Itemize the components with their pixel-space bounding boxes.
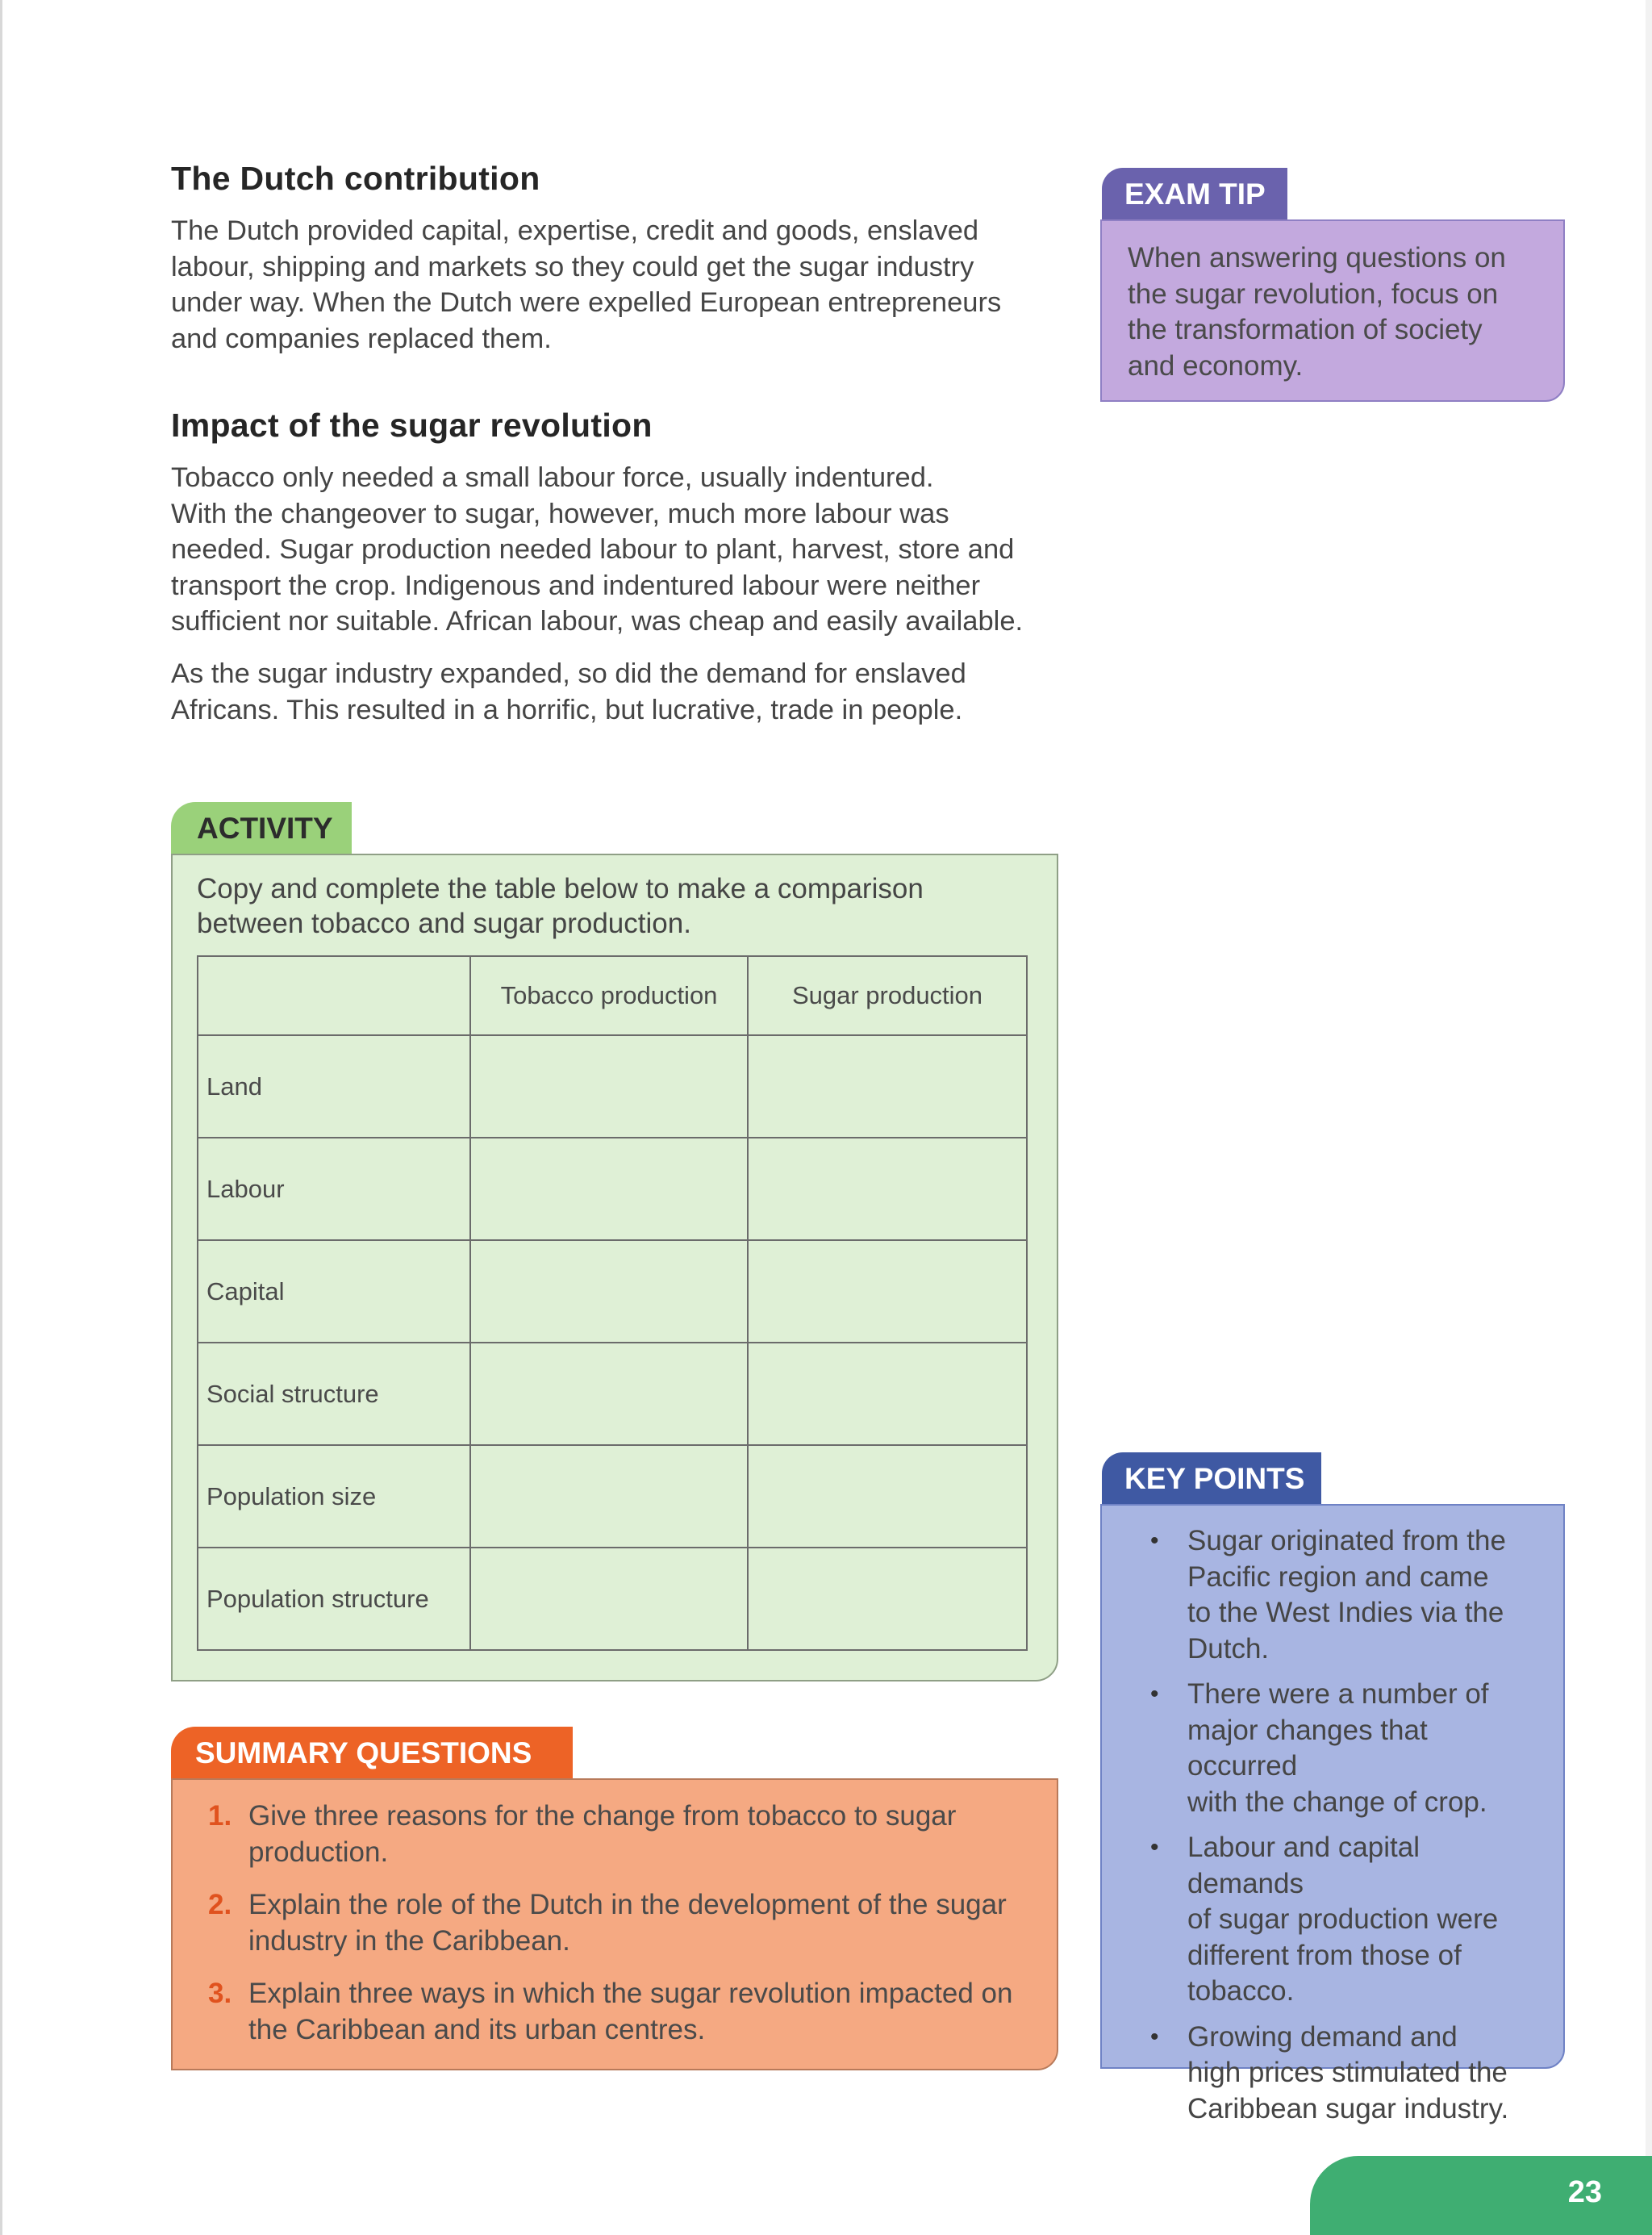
text-line: of sugar production were <box>1187 1903 1499 1935</box>
bullet-icon: • <box>1150 1681 1159 1707</box>
table-cell <box>470 1138 748 1240</box>
text-line: the transformation of society <box>1128 314 1483 345</box>
table-header-blank <box>198 956 470 1035</box>
text-line: the sugar revolution, focus on <box>1128 278 1499 310</box>
text-line: Tobacco only needed a small labour force, usually indentured. <box>171 462 934 493</box>
text-line: Labour and capital demands <box>1187 1832 1420 1899</box>
heading-impact-sugar-revolution: Impact of the sugar revolution <box>171 407 653 444</box>
row-label-social-structure: Social structure <box>198 1343 470 1445</box>
row-label-capital: Capital <box>198 1240 470 1343</box>
key-points-list <box>1126 1523 1542 2127</box>
text-line: major changes that occurred <box>1187 1714 1428 1782</box>
text-line: industry in the Caribbean. <box>248 1925 570 1957</box>
question-number: 1. <box>208 1800 232 1832</box>
text-line: and companies replaced them. <box>171 323 552 354</box>
page-right-edge <box>1646 0 1652 2235</box>
table-row <box>198 1138 1027 1240</box>
text-line: When answering questions on <box>1128 242 1506 274</box>
text-line: between tobacco and sugar production. <box>197 908 691 939</box>
key-point <box>1126 1523 1542 1667</box>
text-line: sufficient nor suitable. African labour, was cheap and easily available. <box>171 606 1024 637</box>
table-cell <box>470 1548 748 1650</box>
page-edge <box>0 0 2 2235</box>
page-number-tab <box>1310 2156 1652 2235</box>
text-line: tobacco. <box>1187 1975 1295 2007</box>
text-line: Caribbean sugar industry. <box>1187 2092 1509 2124</box>
activity-instructions <box>197 871 1036 941</box>
table-cell <box>748 1035 1027 1138</box>
exam-tip-tab: EXAM TIP <box>1102 168 1287 221</box>
table-row <box>198 1035 1027 1138</box>
impact-paragraph-1 <box>171 460 1023 640</box>
text-line: and economy. <box>1128 349 1304 382</box>
activity-tab: ACTIVITY <box>171 802 352 855</box>
text-line: production. <box>248 1836 389 1868</box>
text-line: With the changeover to sugar, however, much more labour was <box>171 498 949 529</box>
exam-tip-text <box>1128 240 1539 384</box>
question-number: 2. <box>208 1889 232 1920</box>
table-cell <box>470 1445 748 1548</box>
text-line: transport the crop. Indigenous and indentured labour were neither <box>171 570 981 601</box>
summary-questions-box <box>171 1778 1058 2070</box>
table-cell <box>748 1343 1027 1445</box>
dutch-contribution-paragraph <box>171 213 1001 357</box>
heading-dutch-contribution: The Dutch contribution <box>171 160 540 197</box>
table-row <box>198 1343 1027 1445</box>
row-label-population-structure: Population structure <box>198 1548 470 1650</box>
summary-question <box>197 1975 1028 2048</box>
text-line: Africans. This resulted in a horrific, but lucrative, trade in people. <box>171 694 963 725</box>
text-line: labour, shipping and markets so they could get the sugar industry <box>171 251 974 282</box>
text-line: to the West Indies via the <box>1187 1597 1504 1628</box>
text-line: As the sugar industry expanded, so did the demand for enslaved <box>171 658 966 689</box>
table-row <box>198 1548 1027 1650</box>
text-line: Copy and complete the table below to make a comparison <box>197 873 924 904</box>
text-line: Growing demand and <box>1187 2020 1458 2053</box>
page-number: 23 <box>1567 2175 1602 2209</box>
table-cell <box>748 1138 1027 1240</box>
summary-question <box>197 1798 1028 1870</box>
text-line: Sugar originated from the <box>1187 1525 1506 1556</box>
bullet-icon: • <box>1150 1834 1159 1861</box>
table-header-sugar: Sugar production <box>748 956 1027 1035</box>
key-point <box>1126 1830 1542 2010</box>
text-line: Explain the role of the Dutch in the development of the sugar <box>248 1889 1007 1920</box>
row-label-labour: Labour <box>198 1138 470 1240</box>
summary-question <box>197 1886 1028 1959</box>
table-header-tobacco: Tobacco production <box>470 956 748 1035</box>
key-points-box <box>1100 1504 1565 2124</box>
table-cell <box>748 1548 1027 1650</box>
key-point <box>1126 2020 1542 2128</box>
comparison-table <box>197 955 1028 1651</box>
table-cell <box>470 1343 748 1445</box>
key-point <box>1126 1677 1542 1820</box>
text-line: the Caribbean and its urban centres. <box>248 2014 706 2045</box>
summary-questions-list <box>197 1798 1028 2048</box>
table-cell <box>748 1445 1027 1548</box>
text-line: Pacific region and came <box>1187 1560 1489 1593</box>
text-line: under way. When the Dutch were expelled European entrepreneurs <box>171 287 1002 318</box>
table-cell <box>470 1240 748 1343</box>
text-line: Explain three ways in which the sugar revolution impacted on <box>248 1978 1013 2009</box>
table-row <box>198 1445 1027 1548</box>
text-line: high prices stimulated the <box>1187 2057 1508 2088</box>
question-number: 3. <box>208 1978 232 2009</box>
exam-tip-box <box>1100 219 1565 402</box>
text-line: Dutch. <box>1187 1632 1270 1665</box>
table-cell <box>470 1035 748 1138</box>
text-line: needed. Sugar production needed labour to plant, harvest, store and <box>171 534 1015 565</box>
text-line: Give three reasons for the change from tobacco to sugar <box>248 1800 957 1832</box>
table-header-row <box>198 956 1027 1035</box>
text-line: different from those of <box>1187 1939 1462 1971</box>
row-label-population-size: Population size <box>198 1445 470 1548</box>
bullet-icon: • <box>1150 2023 1159 2050</box>
text-line: There were a number of <box>1187 1678 1489 1710</box>
key-points-tab: KEY POINTS <box>1102 1452 1321 1506</box>
bullet-icon: • <box>1150 1527 1159 1554</box>
text-line: with the change of crop. <box>1187 1786 1487 1818</box>
row-label-land: Land <box>198 1035 470 1138</box>
text-line: The Dutch provided capital, expertise, credit and goods, enslaved <box>171 215 979 246</box>
table-cell <box>748 1240 1027 1343</box>
summary-questions-tab: SUMMARY QUESTIONS <box>171 1727 573 1780</box>
impact-paragraph-2 <box>171 656 966 728</box>
table-row <box>198 1240 1027 1343</box>
